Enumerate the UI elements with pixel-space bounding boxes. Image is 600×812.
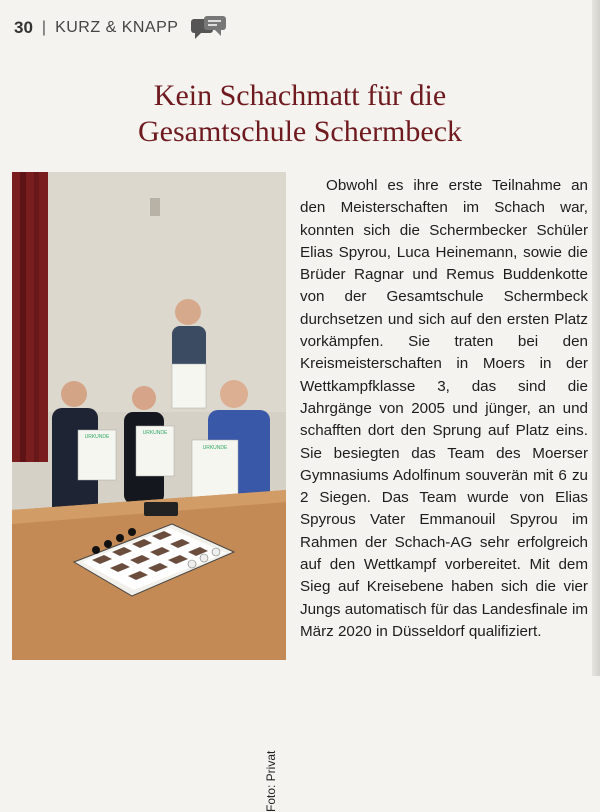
chat-bubbles-icon [190, 15, 228, 41]
page-number: 30 [14, 18, 33, 37]
article-photo [12, 172, 286, 812]
title-line-1: Kein Schachmatt für die [153, 79, 447, 112]
header-separator: | [41, 19, 47, 36]
certificate-label: URKUNDE [84, 434, 110, 440]
photo-credit: Foto: Privat [264, 750, 278, 812]
certificate-label: URKUNDE [142, 430, 168, 436]
photo-illustration [12, 172, 286, 660]
section-title: KURZ & KNAPP [55, 19, 179, 36]
page-header [14, 14, 228, 42]
certificate-label: URKUNDE [202, 445, 228, 451]
chess-clock [144, 502, 178, 516]
article-title [0, 78, 600, 150]
title-line-2: Gesamtschule Schermbeck [137, 115, 463, 148]
article-body: Obwohl es ihre erste Teilnahme an den Meisterschaften im Schach war, konnten sich die Schermbecker Schüler Elias Spyrou, Luca Heinemann, sowie die Brüder Ragnar und Remus Buddenkotte von der Gesamtschule Schermbeck durchsetzen und sich auf den ersten Platz vorkämpfen. Sie traten bei den Kreismeisterschaften in Moers in der Wettkampfklasse 3, das sind die Jahrgänge von 2005 und jünger, an und schafften dort den Sprung auf Platz eins. Sie besiegten das Team des Moerser Gymnasiums Adolfinum souverän mit 6 zu 2 Siegen. Das Team wurde von Elias Spyrous Vater Emmanouil Spyrou im Rahmen der Schach-AG sehr erfolgreich auf den Wettkampf vorbereitet. Mit dem Sieg auf Kreisebene haben sich die vier Jungs automatisch für das Landesfinale im März 2020 in Düsseldorf qualifiziert. [300, 177, 588, 640]
